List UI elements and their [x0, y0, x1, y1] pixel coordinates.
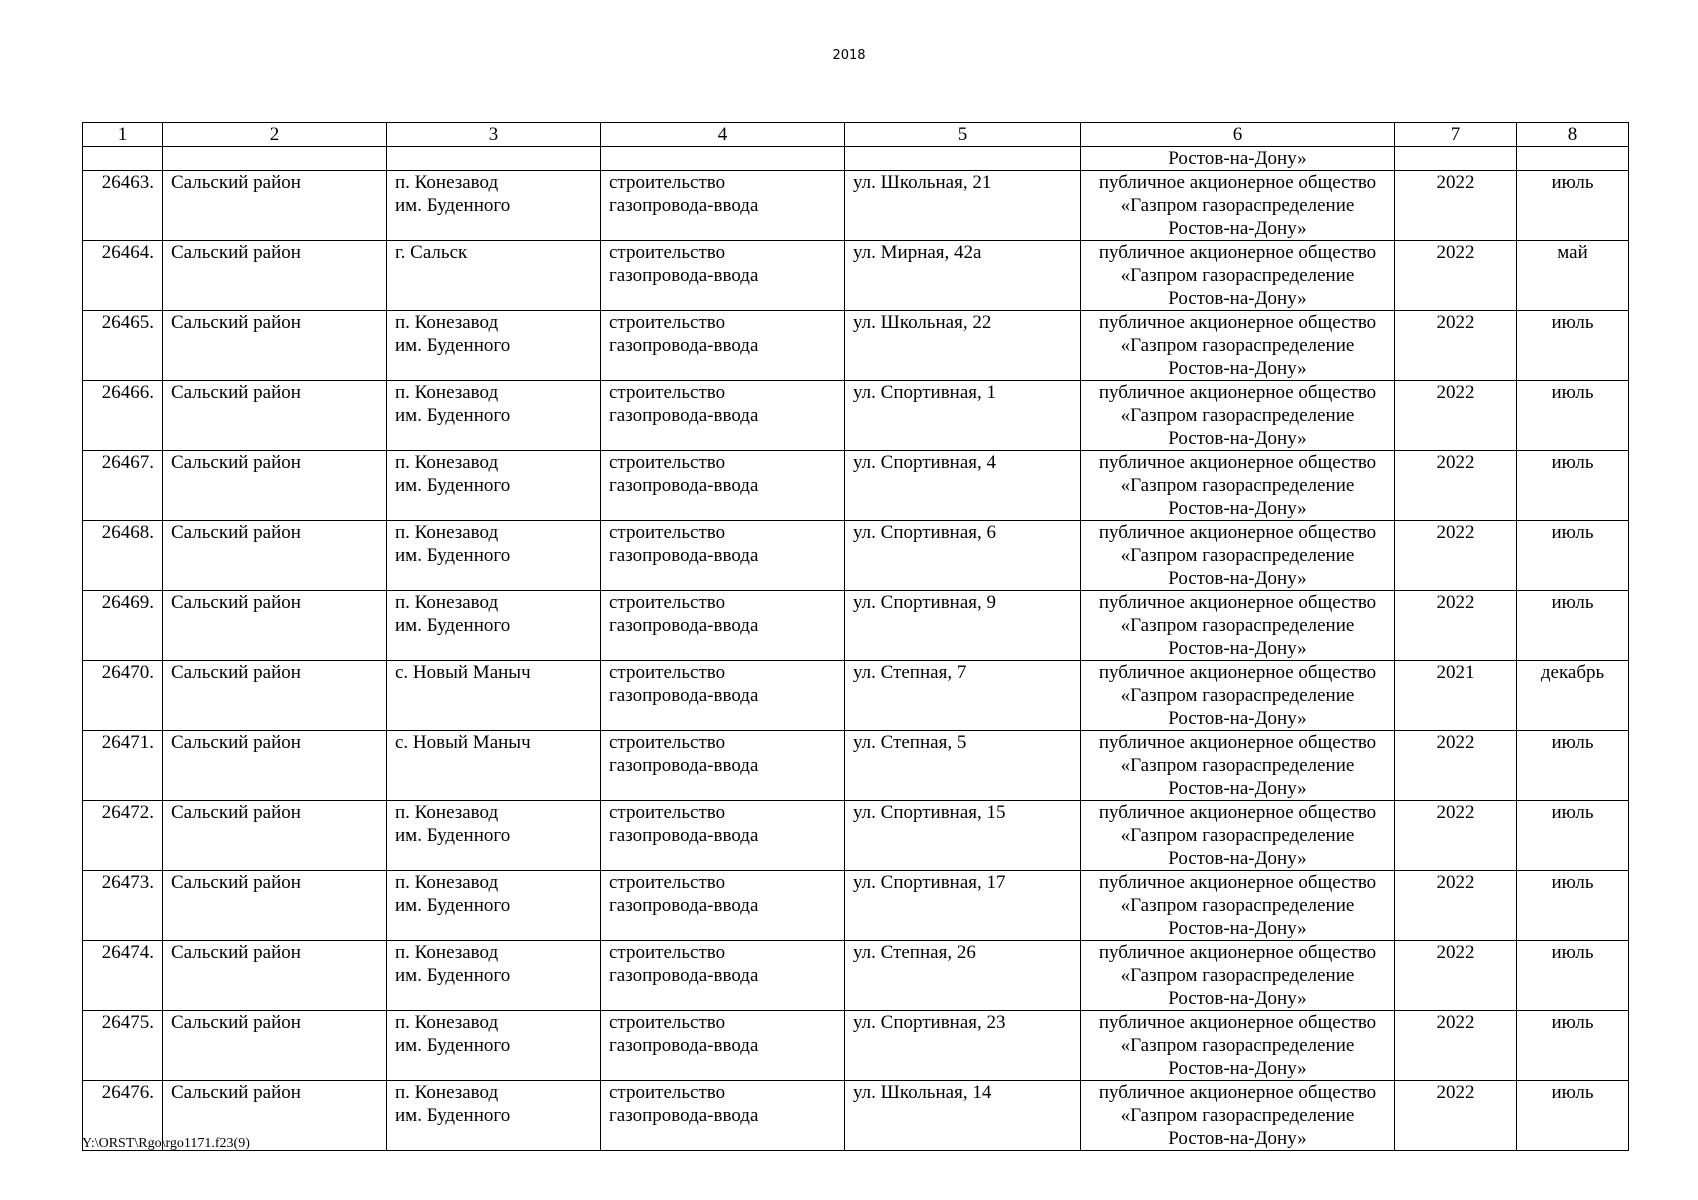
district-cell: Сальский район [163, 451, 387, 521]
address-cell: ул. Спортивная, 1 [845, 381, 1081, 451]
table-row [83, 941, 1629, 1011]
table-row [83, 241, 1629, 311]
address-cell: ул. Мирная, 42а [845, 241, 1081, 311]
register-table [82, 122, 1629, 1151]
organization-cell: публичное акционерное общество «Газпром газораспределение Ростов-на-Дону» [1081, 731, 1395, 801]
row-number-cell: 26475. [83, 1011, 163, 1081]
row-number-cell: 26464. [83, 241, 163, 311]
organization-cell: публичное акционерное общество «Газпром газораспределение Ростов-на-Дону» [1081, 381, 1395, 451]
row-number-cell: 26466. [83, 381, 163, 451]
address-cell: ул. Спортивная, 23 [845, 1011, 1081, 1081]
month-cell: июль [1517, 941, 1629, 1011]
organization-cell: публичное акционерное общество «Газпром газораспределение Ростов-на-Дону» [1081, 1011, 1395, 1081]
settlement-cell: п. Конезавод им. Буденного [387, 591, 601, 661]
address-cell: ул. Школьная, 21 [845, 171, 1081, 241]
table-row [83, 801, 1629, 871]
year-cell: 2022 [1395, 451, 1517, 521]
address-cell: ул. Степная, 26 [845, 941, 1081, 1011]
year-cell: 2022 [1395, 171, 1517, 241]
column-header: 7 [1395, 123, 1517, 147]
row-number-cell: 26468. [83, 521, 163, 591]
column-header: 4 [601, 123, 845, 147]
table-row [83, 1081, 1629, 1151]
year-cell: 2022 [1395, 731, 1517, 801]
continuation-row [83, 147, 1629, 171]
year-cell: 2022 [1395, 521, 1517, 591]
year-cell: 2021 [1395, 661, 1517, 731]
year-cell: 2022 [1395, 591, 1517, 661]
settlement-cell: г. Сальск [387, 241, 601, 311]
year-cell: 2022 [1395, 1081, 1517, 1151]
table-row [83, 591, 1629, 661]
row-number-cell: 26463. [83, 171, 163, 241]
organization-cell: публичное акционерное общество «Газпром газораспределение Ростов-на-Дону» [1081, 661, 1395, 731]
month-cell: декабрь [1517, 661, 1629, 731]
address-cell: ул. Спортивная, 15 [845, 801, 1081, 871]
district-cell: Сальский район [163, 941, 387, 1011]
column-header: 5 [845, 123, 1081, 147]
settlement-cell: п. Конезавод им. Буденного [387, 521, 601, 591]
district-cell: Сальский район [163, 241, 387, 311]
table-row [83, 451, 1629, 521]
month-cell: июль [1517, 311, 1629, 381]
settlement-cell: п. Конезавод им. Буденного [387, 941, 601, 1011]
work-type-cell: строительство газопровода-ввода [601, 941, 845, 1011]
organization-cell: публичное акционерное общество «Газпром газораспределение Ростов-на-Дону» [1081, 171, 1395, 241]
column-number-row [83, 123, 1629, 147]
district-cell: Сальский район [163, 521, 387, 591]
column-header: 6 [1081, 123, 1395, 147]
year-cell: 2022 [1395, 241, 1517, 311]
month-cell: июль [1517, 381, 1629, 451]
work-type-cell: строительство газопровода-ввода [601, 1081, 845, 1151]
settlement-cell: п. Конезавод им. Буденного [387, 1081, 601, 1151]
settlement-cell: п. Конезавод им. Буденного [387, 801, 601, 871]
settlement-cell: с. Новый Маныч [387, 661, 601, 731]
address-cell: ул. Спортивная, 9 [845, 591, 1081, 661]
settlement-cell: п. Конезавод им. Буденного [387, 311, 601, 381]
organization-cell: публичное акционерное общество «Газпром газораспределение Ростов-на-Дону» [1081, 451, 1395, 521]
month-cell: июль [1517, 731, 1629, 801]
settlement-cell: п. Конезавод им. Буденного [387, 451, 601, 521]
work-type-cell: строительство газопровода-ввода [601, 871, 845, 941]
work-type-cell: строительство газопровода-ввода [601, 661, 845, 731]
table-row [83, 521, 1629, 591]
table-row [83, 171, 1629, 241]
settlement-cell: п. Конезавод им. Буденного [387, 871, 601, 941]
work-type-cell: строительство газопровода-ввода [601, 1011, 845, 1081]
address-cell: ул. Школьная, 14 [845, 1081, 1081, 1151]
row-number-cell: 26467. [83, 451, 163, 521]
year-cell: 2022 [1395, 871, 1517, 941]
month-cell: июль [1517, 871, 1629, 941]
work-type-cell: строительство газопровода-ввода [601, 451, 845, 521]
table-row [83, 661, 1629, 731]
row-number-cell: 26472. [83, 801, 163, 871]
settlement-cell: п. Конезавод им. Буденного [387, 171, 601, 241]
year-cell: 2022 [1395, 801, 1517, 871]
district-cell: Сальский район [163, 311, 387, 381]
table-row [83, 871, 1629, 941]
district-cell: Сальский район [163, 591, 387, 661]
year-cell: 2022 [1395, 941, 1517, 1011]
district-cell: Сальский район [163, 801, 387, 871]
month-cell: май [1517, 241, 1629, 311]
organization-cell: публичное акционерное общество «Газпром газораспределение Ростов-на-Дону» [1081, 311, 1395, 381]
month-cell: июль [1517, 171, 1629, 241]
row-number-cell: 26465. [83, 311, 163, 381]
page-number: 2018 [832, 48, 866, 63]
address-cell: ул. Школьная, 22 [845, 311, 1081, 381]
month-cell: июль [1517, 801, 1629, 871]
work-type-cell: строительство газопровода-ввода [601, 731, 845, 801]
month-cell: июль [1517, 521, 1629, 591]
organization-cell: публичное акционерное общество «Газпром газораспределение Ростов-на-Дону» [1081, 521, 1395, 591]
organization-cell: публичное акционерное общество «Газпром газораспределение Ростов-на-Дону» [1081, 591, 1395, 661]
column-header: 1 [83, 123, 163, 147]
work-type-cell: строительство газопровода-ввода [601, 311, 845, 381]
column-header: 8 [1517, 123, 1629, 147]
address-cell: ул. Спортивная, 4 [845, 451, 1081, 521]
settlement-cell: п. Конезавод им. Буденного [387, 381, 601, 451]
row-number-cell: 26476. [83, 1081, 163, 1151]
address-cell: ул. Спортивная, 6 [845, 521, 1081, 591]
table-row [83, 311, 1629, 381]
year-cell: 2022 [1395, 1011, 1517, 1081]
organization-cell: публичное акционерное общество «Газпром газораспределение Ростов-на-Дону» [1081, 801, 1395, 871]
column-header: 3 [387, 123, 601, 147]
district-cell: Сальский район [163, 1011, 387, 1081]
work-type-cell: строительство газопровода-ввода [601, 171, 845, 241]
row-number-cell: 26470. [83, 661, 163, 731]
row-number-cell: 26474. [83, 941, 163, 1011]
settlement-cell: с. Новый Маныч [387, 731, 601, 801]
district-cell: Сальский район [163, 731, 387, 801]
work-type-cell: строительство газопровода-ввода [601, 521, 845, 591]
work-type-cell: строительство газопровода-ввода [601, 591, 845, 661]
row-number-cell: 26471. [83, 731, 163, 801]
row-number-cell: 26469. [83, 591, 163, 661]
month-cell: июль [1517, 451, 1629, 521]
year-cell: 2022 [1395, 381, 1517, 451]
column-header: 2 [163, 123, 387, 147]
continuation-cell: Ростов-на-Дону» [1081, 147, 1395, 171]
table-row [83, 1011, 1629, 1081]
work-type-cell: строительство газопровода-ввода [601, 381, 845, 451]
address-cell: ул. Степная, 7 [845, 661, 1081, 731]
district-cell: Сальский район [163, 1081, 387, 1151]
address-cell: ул. Степная, 5 [845, 731, 1081, 801]
address-cell: ул. Спортивная, 17 [845, 871, 1081, 941]
row-number-cell: 26473. [83, 871, 163, 941]
district-cell: Сальский район [163, 381, 387, 451]
district-cell: Сальский район [163, 661, 387, 731]
organization-cell: публичное акционерное общество «Газпром газораспределение Ростов-на-Дону» [1081, 871, 1395, 941]
organization-cell: публичное акционерное общество «Газпром газораспределение Ростов-на-Дону» [1081, 941, 1395, 1011]
organization-cell: публичное акционерное общество «Газпром газораспределение Ростов-на-Дону» [1081, 241, 1395, 311]
month-cell: июль [1517, 1081, 1629, 1151]
district-cell: Сальский район [163, 871, 387, 941]
month-cell: июль [1517, 591, 1629, 661]
settlement-cell: п. Конезавод им. Буденного [387, 1011, 601, 1081]
work-type-cell: строительство газопровода-ввода [601, 801, 845, 871]
work-type-cell: строительство газопровода-ввода [601, 241, 845, 311]
organization-cell: публичное акционерное общество «Газпром газораспределение Ростов-на-Дону» [1081, 1081, 1395, 1151]
file-path: Y:\ORST\Rgo\rgo1171.f23(9) [82, 1136, 250, 1151]
table-row [83, 381, 1629, 451]
district-cell: Сальский район [163, 171, 387, 241]
table-row [83, 731, 1629, 801]
month-cell: июль [1517, 1011, 1629, 1081]
year-cell: 2022 [1395, 311, 1517, 381]
